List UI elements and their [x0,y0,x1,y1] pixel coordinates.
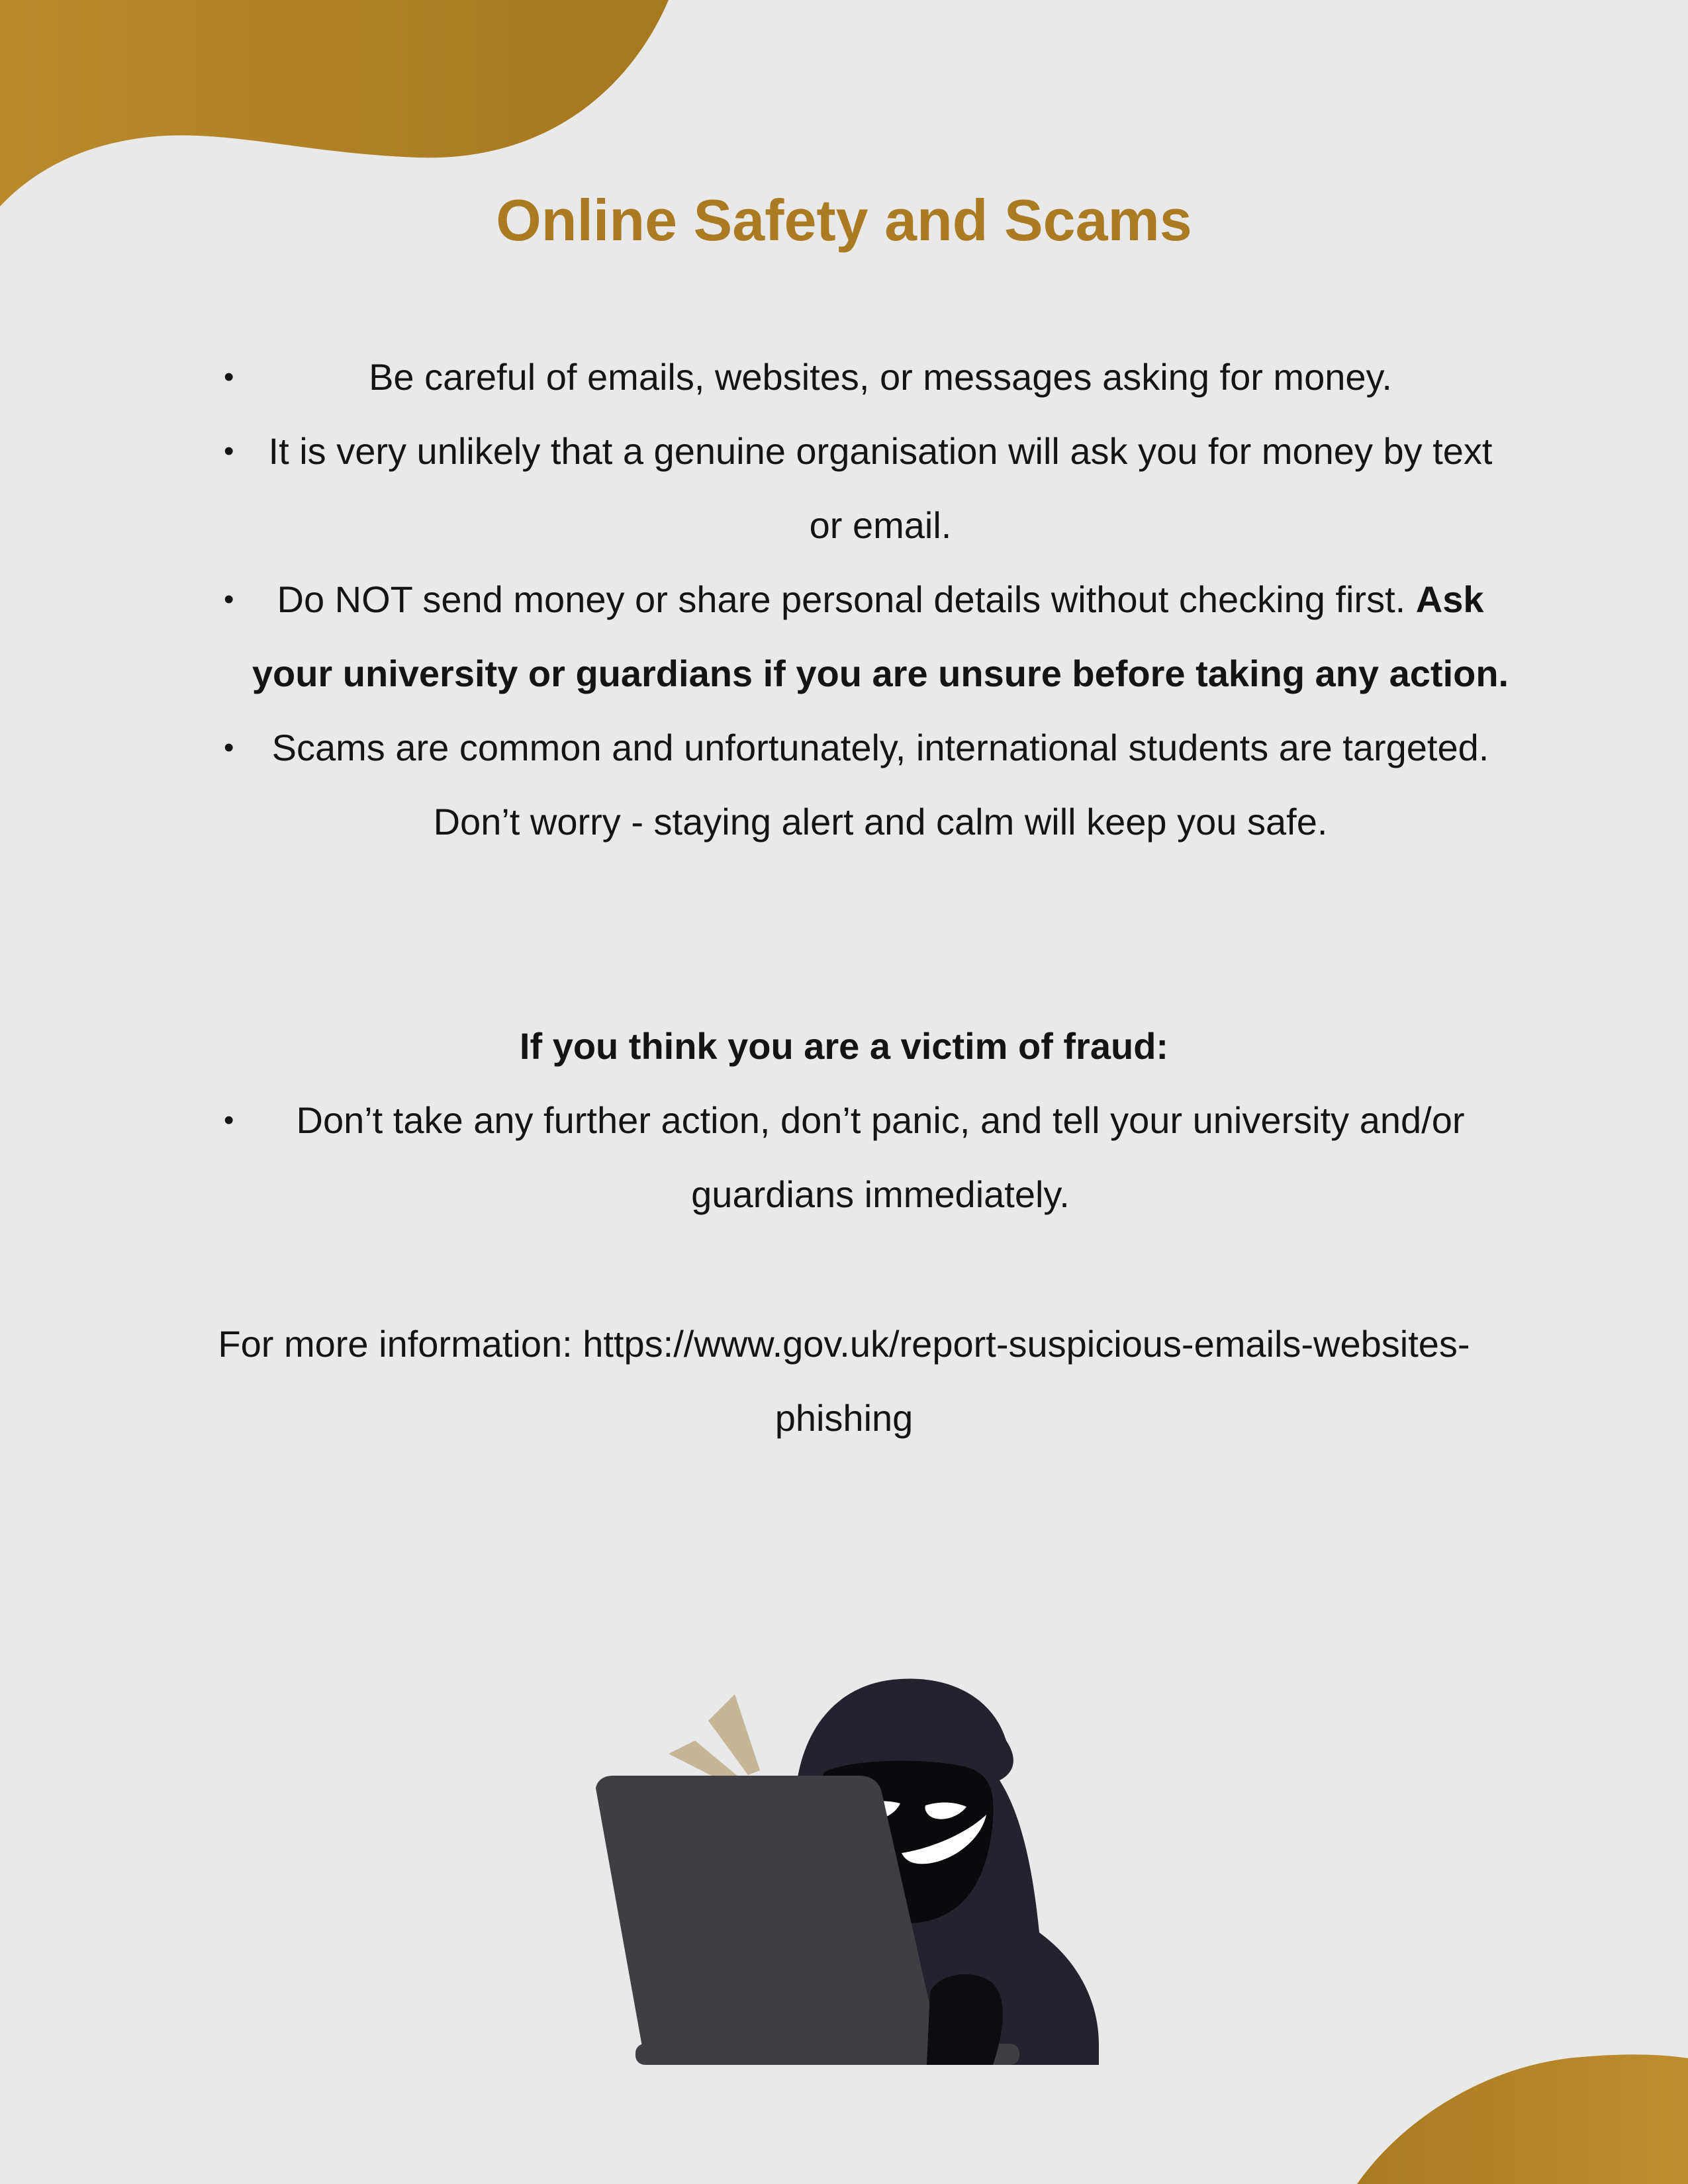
more-info-label: For more information: [218,1323,573,1365]
list-item [218,340,1509,414]
fraud-heading: If you think you are a victim of fraud: [519,1025,1169,1067]
list-item [218,414,1509,563]
bullet-icon: • [224,583,234,615]
tip-text: Do NOT send money or share personal details without checking first. Ask your university or guardians if you are unsure before taking any action. [252,578,1509,694]
hacker-at-laptop-icon [583,1602,1112,2065]
bottom-right-wave-decoration [1357,2045,1688,2184]
top-left-wave-decoration [0,0,675,212]
more-information [165,1307,1523,1455]
tip-text: Be careful of emails, websites, or messages asking for money. [369,356,1392,398]
tip-text: It is very unlikely that a genuine organisation will ask you for money by text or email. [268,430,1493,546]
bullet-icon: • [224,361,234,393]
list-item [218,563,1509,711]
tip-text: Scams are common and unfortunately, international students are targeted. Don’t worry - staying alert and calm will keep you safe. [271,727,1489,842]
bullet-icon: • [224,1104,234,1136]
bullet-icon: • [224,435,234,467]
more-info-link[interactable]: https://www.gov.uk/report-suspicious-emails-websites-phishing [583,1323,1470,1439]
tip-emphasis: Ask your university or guardians if you are unsure before taking any action. [252,578,1509,694]
list-item [218,1083,1509,1232]
fraud-advice-text: Don’t take any further action, don’t panic, and tell your university and/or guardians immediately. [296,1099,1465,1215]
fraud-advice-list [218,1083,1509,1232]
list-item [218,711,1509,859]
bullet-icon: • [224,731,234,764]
page-title: Online Safety and Scams [496,187,1192,253]
safety-tips-list [218,340,1509,859]
